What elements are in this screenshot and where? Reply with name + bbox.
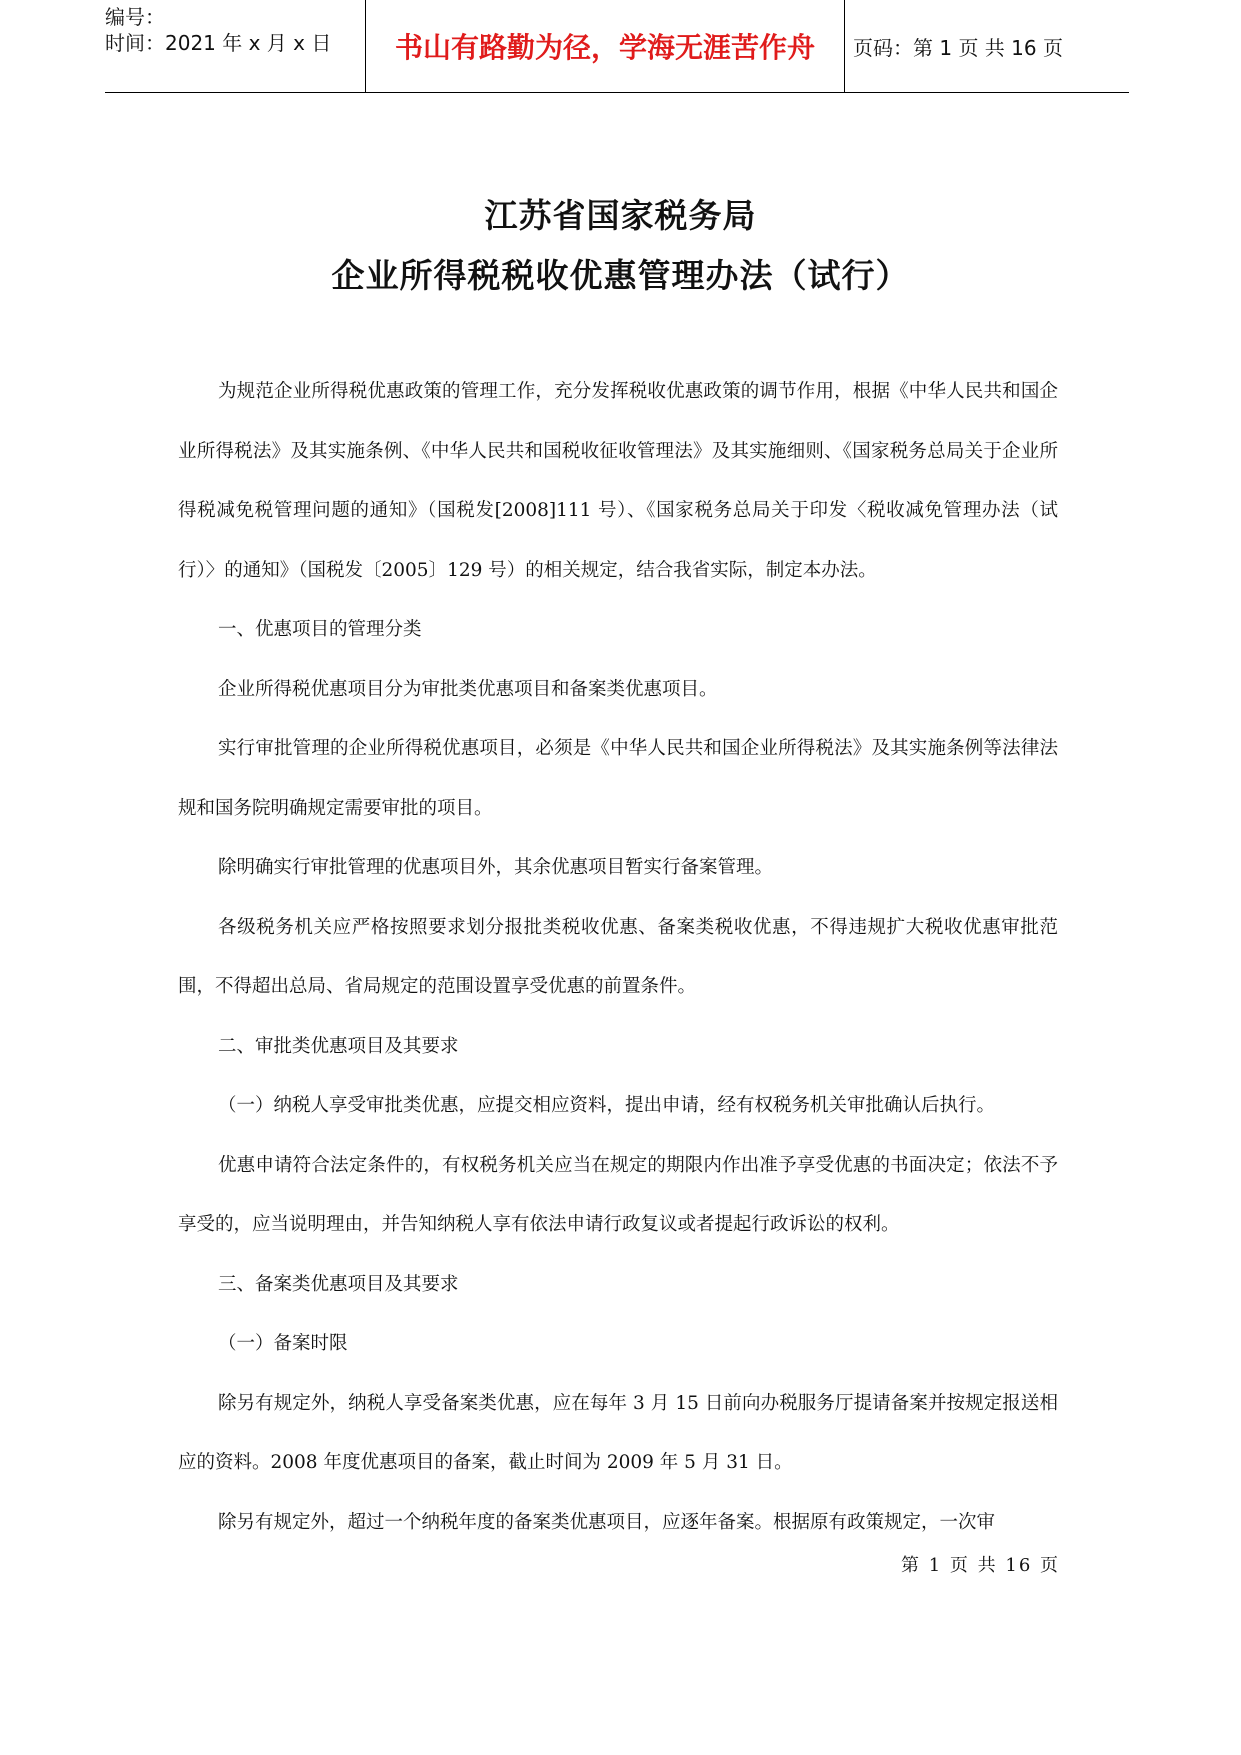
header-page-cell (853, 0, 1129, 92)
subsection-heading: （一）备案时限 (218, 1333, 348, 1354)
header-motto: 书山有路勤为径，学海无涯苦作舟 (394, 31, 815, 64)
paragraph: 实行审批管理的企业所得税优惠项目，必须是《中华人民共和国企业所得税法》及其实施条例等法律法规和国务院明确规定需要审批的项目。 (178, 738, 1058, 819)
paragraph: 企业所得税优惠项目分为审批类优惠项目和备案类优惠项目。 (218, 678, 718, 700)
paragraph: 除另有规定外，超过一个纳税年度的备案类优惠项目，应逐年备案。根据原有政策规定，一次审 (218, 1511, 996, 1533)
paragraph: 优惠申请符合法定条件的，有权税务机关应当在规定的期限内作出准予享受优惠的书面决定；依法不予享受的，应当说明理由，并告知纳税人享有依法申请行政复议或者提起行政诉讼的权利。 (178, 1154, 1058, 1235)
section-heading: 一、优惠项目的管理分类 (218, 619, 422, 640)
page-header (105, 0, 1129, 93)
document-number-label: 编号： (105, 5, 165, 29)
paragraph: 为规范企业所得税优惠政策的管理工作，充分发挥税收优惠政策的调节作用，根据《中华人民共和国企业所得税法》及其实施条例、《中华人民共和国税收征收管理法》及其实施细则、《国家税务总局关于企业所得税减免税管理问题的通知》（国税发[2008]111 号）、《国家税务总局关于印发〈税收减免管理办法（试行）〉的通知》（国税发〔2005〕129 号）的相关规定，结合我省实际，制定本办法。 (178, 381, 1058, 581)
document-time-label: 时间：2021 年 x 月 x 日 (105, 31, 332, 55)
section-heading: 三、备案类优惠项目及其要求 (218, 1273, 459, 1295)
paragraph: 除另有规定外，纳税人享受备案类优惠，应在每年 3 月 15 日前向办税服务厅提请备案并按规定报送相应的资料。2008 年度优惠项目的备案，截止时间为 2009 年 5 月 31 日。 (178, 1392, 1058, 1473)
header-page-number: 页码：第 1 页 共 16 页 (853, 35, 1063, 60)
document-title-line2: 企业所得税税收优惠管理办法（试行） (331, 256, 910, 295)
paragraph: 除明确实行审批管理的优惠项目外，其余优惠项目暂实行备案管理。 (218, 857, 774, 878)
document-body (178, 362, 1058, 1552)
page-footer: 第 1 页 共 16 页 (901, 1555, 1060, 1576)
header-motto-cell (365, 0, 845, 92)
paragraph: （一）纳税人享受审批类优惠，应提交相应资料，提出申请，经有权税务机关审批确认后执行。 (218, 1095, 996, 1116)
document-title-line1: 江苏省国家税务局 (484, 196, 757, 235)
header-meta (105, 0, 365, 92)
section-heading: 二、审批类优惠项目及其要求 (218, 1035, 459, 1057)
paragraph: 各级税务机关应严格按照要求划分报批类税收优惠、备案类税收优惠，不得违规扩大税收优惠审批范围，不得超出总局、省局规定的范围设置享受优惠的前置条件。 (178, 916, 1058, 997)
